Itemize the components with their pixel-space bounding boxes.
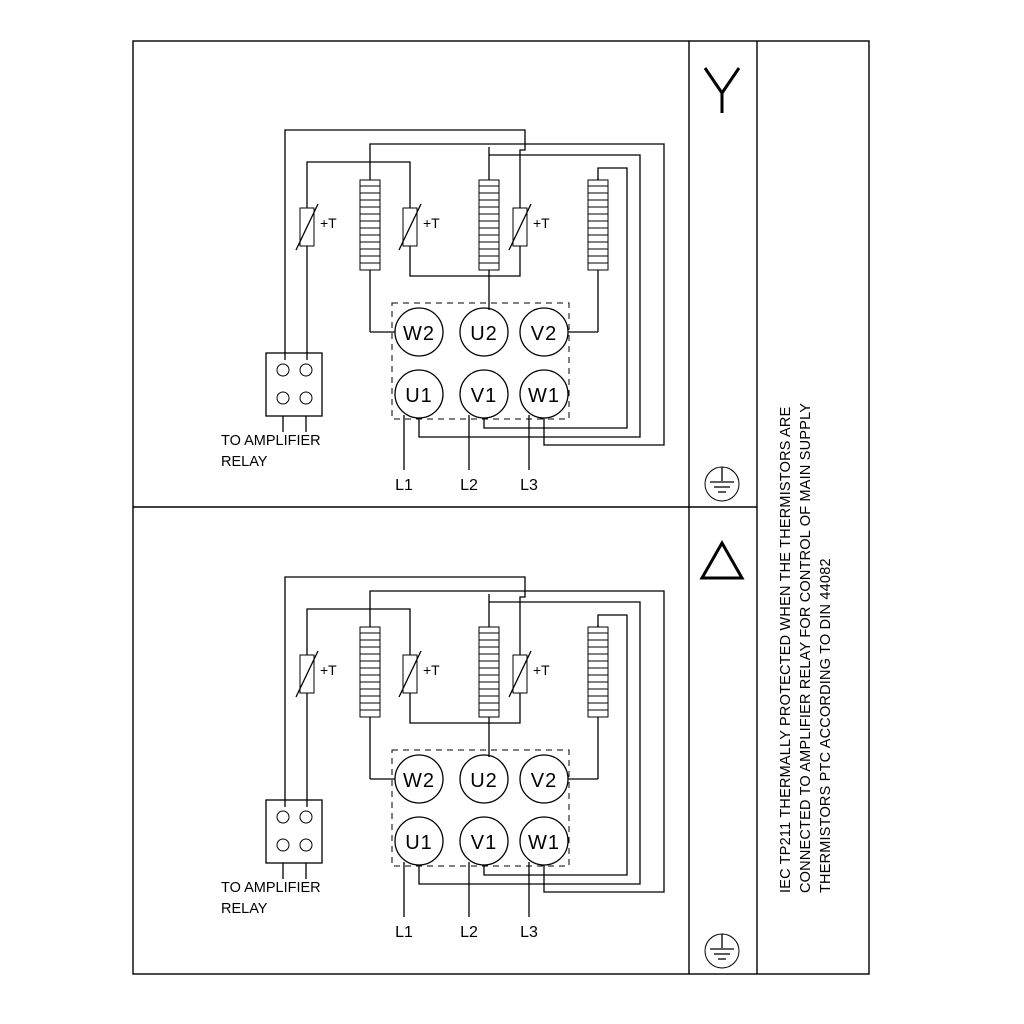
return-wire-c-star xyxy=(489,144,664,445)
thermistor-label-2-star: +T xyxy=(423,215,440,231)
amplifier-label-line1-star: TO AMPLIFIER xyxy=(221,433,321,449)
note-line-2: CONNECTED TO AMPLIFIER RELAY FOR CONTROL OF MAIN SUPPLY xyxy=(798,402,814,893)
terminal-label-v1-delta: V1 xyxy=(470,832,498,854)
supply-label-l3-star: L3 xyxy=(520,477,538,494)
thermistor-label-3-star: +T xyxy=(533,215,550,231)
supply-label-l2-star: L2 xyxy=(460,477,478,494)
terminal-label-v2-delta: V2 xyxy=(530,770,558,792)
panel-star xyxy=(221,68,739,501)
terminal-label-u1-delta: U1 xyxy=(405,832,433,854)
earth-ground-symbol-star xyxy=(705,467,739,501)
terminal-label-v1-star: V1 xyxy=(470,385,498,407)
thermistor-2-delta xyxy=(399,637,421,712)
terminal-label-u1-star: U1 xyxy=(405,385,433,407)
thermistor-1-delta xyxy=(296,637,318,712)
return-wire-c-delta xyxy=(489,591,664,892)
terminal-label-u2-star: U2 xyxy=(470,323,498,345)
winding-u-star xyxy=(479,147,499,310)
amplifier-label-line2-delta: RELAY xyxy=(221,901,268,917)
winding-w-delta xyxy=(360,612,380,757)
terminal-label-w1-delta: W1 xyxy=(528,832,560,854)
thermistor-bottom-link-delta xyxy=(410,712,520,723)
terminal-label-w2-delta: W2 xyxy=(403,770,435,792)
thermistor-label-1-star: +T xyxy=(320,215,337,231)
winding-u-delta xyxy=(479,594,499,757)
winding-v-star xyxy=(588,178,608,310)
amplifier-terminal-block-star xyxy=(266,353,322,432)
winding-v-delta xyxy=(588,625,608,757)
terminal-label-w2-star: W2 xyxy=(403,323,435,345)
supply-label-l2-delta: L2 xyxy=(460,924,478,941)
winding-w-top-link-delta xyxy=(370,591,489,597)
note-block xyxy=(778,403,834,893)
thermistor-top-link-delta xyxy=(307,609,410,637)
thermistor-3-star xyxy=(509,190,531,265)
supply-label-l1-delta: L1 xyxy=(395,924,413,941)
amplifier-label-line2-star: RELAY xyxy=(221,454,268,470)
delta-connection-symbol xyxy=(702,543,742,578)
star-connection-symbol xyxy=(705,68,739,113)
thermistor-top-link-star xyxy=(307,162,410,190)
thermistor-label-1-delta: +T xyxy=(320,662,337,678)
panel-delta xyxy=(221,543,742,968)
thermistor-label-2-delta: +T xyxy=(423,662,440,678)
amplifier-terminal-block-delta xyxy=(266,800,322,879)
supply-label-l3-delta: L3 xyxy=(520,924,538,941)
thermistor-3-delta xyxy=(509,637,531,712)
winding-w-top-link-star xyxy=(370,144,489,150)
note-line-3: THERMISTORS PTC ACCORDING TO DIN 44082 xyxy=(818,558,834,893)
note-line-1: IEC TP211 THERMALLY PROTECTED WHEN THE THERMISTORS ARE xyxy=(778,406,794,893)
terminal-label-w1-star: W1 xyxy=(528,385,560,407)
winding-w-star xyxy=(360,165,380,310)
thermistor-bottom-link-star xyxy=(410,265,520,276)
amplifier-label-line1-delta: TO AMPLIFIER xyxy=(221,880,321,896)
thermistor-1-star xyxy=(296,190,318,265)
terminal-label-v2-star: V2 xyxy=(530,323,558,345)
earth-ground-symbol-delta xyxy=(705,934,739,968)
thermistor-label-3-delta: +T xyxy=(533,662,550,678)
terminal-label-u2-delta: U2 xyxy=(470,770,498,792)
thermistor-2-star xyxy=(399,190,421,265)
supply-label-l1-star: L1 xyxy=(395,477,413,494)
